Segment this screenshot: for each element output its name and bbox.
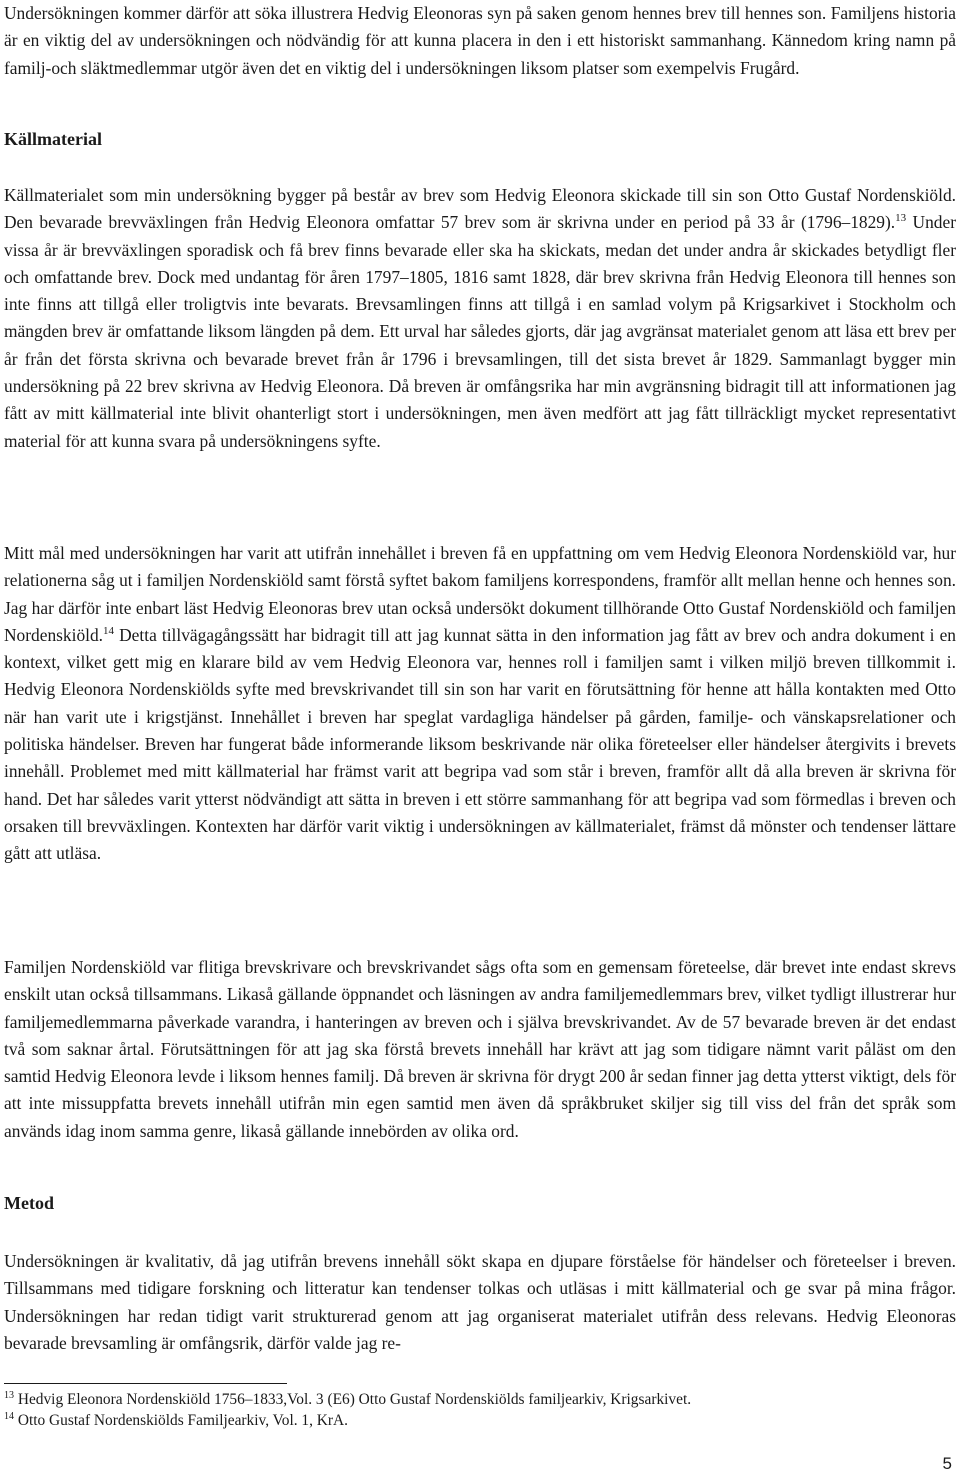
footnote-text: Hedvig Eleonora Nordenskiöld 1756–1833,Vol. 3 (E6) Otto Gustaf Nordenskiölds familjearkiv, Krigsarkivet.	[14, 1391, 692, 1408]
intro-paragraph: Undersökningen kommer därför att söka illustrera Hedvig Eleonoras syn på saken genom hennes brev till hennes son. Familjens historia är en viktig del av undersökningen och nödvändig för att kunna placera in den i ett historiskt sammanhang. Kännedom kring namn på familj-och släktmedlemmar utgör även det en viktig del i undersökningen liksom platser som exempelvis Frugård.	[4, 3, 956, 78]
footnote-number: 13	[4, 1389, 14, 1401]
kallmaterial-paragraph	[4, 182, 956, 455]
footnote-14	[4, 1411, 956, 1432]
footnotes	[4, 1390, 956, 1431]
goal-paragraph	[4, 540, 956, 868]
paragraph-text: Detta tillvägagångssätt har bidragit till att jag kunnat sätta in den information jag fått av brev och andra dokument i en kontext, vilket gett mig en klarare bild av vem Hedvig Eleonora var, hennes roll i familjen samt i vilken miljö breven tillkommit i. Hedvig Eleonora Nordenskiölds syfte med brevskrivandet till sin son har varit en förutsättning för henne att hålla kontakten med Otto när han varit ute i krigstjänst. Innehållet i breven har speglat vardagliga händelser på gården, familje- och vänskapsrelationer och politiska händelser. Breven har fungerat både informerande liksom beskrivande när olika företeelser eller händelser återgivits i brevets innehåll. Problemet med mitt källmaterial har främst varit att begripa vad som står i breven, framför allt då alla breven är skrivna för hand. Det har således varit ytterst nödvändigt att sätta in breven i ett större sammanhang för att begripa vad som förmedlas i breven och orsaken till brevväxlingen. Kontexten har därför varit viktig i undersökningen av källmaterialet, främst då mönster och tendenser lättare gått att utläsa.	[4, 624, 956, 864]
footnote-13	[4, 1390, 956, 1411]
paragraph-text: Mitt mål med undersökningen har varit att utifrån innehållet i breven få en uppfattning om vem Hedvig Eleonora Nordenskiöld var, hur relationerna såg ut i familjen Nordenskiöld samt förstå syftet bakom familjens korrespondens, framför allt mellan henne och hennes son. Jag har därför inte enbart läst Hedvig Eleonoras brev utan också undersökt dokument tillhörande Otto Gustaf Nordenskiöld och familjen Nordenskiöld.	[4, 543, 956, 645]
family-paragraph: Familjen Nordenskiöld var flitiga brevskrivare och brevskrivandet sågs ofta som en gemensam företeelse, där brevet inte endast skrevs enskilt utan också tillsammans. Likaså gällande öppnandet och läsningen av andra familjemedlemmars brev, vilket tydligt illustrerar hur familjemedlemmarna påverkade varandra, i hanteringen av breven och i själva brevskrivandet. Av de 57 bevarade breven är det endast två som saknar årtal. Förutsättningen för att jag ska förstå brevets innehåll har krävt att jag som tidigare nämnt varit påläst om den samtid Hedvig Eleonora levde i liksom hennes familj. Då breven är skrivna för drygt 200 år sedan finner jag detta ytterst viktigt, dels för att inte missuppfatta brevets innehåll utifrån min egen samtid men även då språkbruket skiljer sig till viss del från det språk som används idag inom samma genre, likaså gällande innebörden av olika ord.	[4, 957, 956, 1141]
footnote-ref-13[interactable]: 13	[895, 212, 907, 225]
method-paragraph: Undersökningen är kvalitativ, då jag utifrån brevens innehåll sökt skapa en djupare förståelse för händelser och företeelser i breven. Tillsammans med tidigare forskning och litteratur kan tendenser tolkas och utläsas i mitt källmaterial och ge svar på mina frågor. Undersökningen har redan tidigt varit strukturerad genom att jag organiserat materialet utifrån dess relevans. Hedvig Eleonoras bevarade brevsamling är omfångsrik, därför valde jag re-	[4, 1251, 956, 1353]
section-heading-metod: Metod	[4, 1193, 54, 1213]
footnote-divider	[4, 1383, 287, 1384]
footnote-ref-14[interactable]: 14	[103, 625, 115, 638]
section-heading-kallmaterial: Källmaterial	[4, 129, 102, 149]
footnote-text: Otto Gustaf Nordenskiölds Familjearkiv, Vol. 1, KrA.	[14, 1411, 349, 1429]
paragraph-text: Under vissa år är brevväxlingen sporadisk och få brev finns bevarade eller ska ha skickats, medan det under andra år skickades betydligt fler och omfattande brev. Dock med undantag för åren 1797–1805, 1816 samt 1828, där brev skrivna från Hedvig Eleonora till hennes son inte finns att tillgå eller troligtvis inte bevarats. Brevsamlingen finns att tillgå i en samlad volym på Krigsarkivet i Stockholm och mängden brev är omfattande liksom längden på dem. Ett urval har således gjorts, där jag avgränsat materialet genom att läsa ett brev per år från det första skrivna och bevarade brevet från år 1796 i brevsamlingen, till det sista brevet år 1829. Sammanlagt bygger min undersökning på 22 brev skrivna av Hedvig Eleonora. Då breven är omfångsrika har min avgränsning bidragit till att informationen jag fått av mitt källmaterial inte blivit ohanterligt stort i undersökningen, men även medfört att jag fått tillräckligt mycket representativt material för att kunna svara på undersökningens syfte.	[4, 212, 956, 451]
page-number: 5	[942, 1454, 952, 1473]
footnote-number: 14	[4, 1410, 14, 1422]
paragraph-text: Källmaterialet som min undersökning bygger på består av brev som Hedvig Eleonora skickade till sin son Otto Gustaf Nordenskiöld. Den bevarade brevväxlingen från Hedvig Eleonora omfattar 57 brev som är skrivna under en period på 33 år (1796–1829).	[4, 185, 956, 233]
